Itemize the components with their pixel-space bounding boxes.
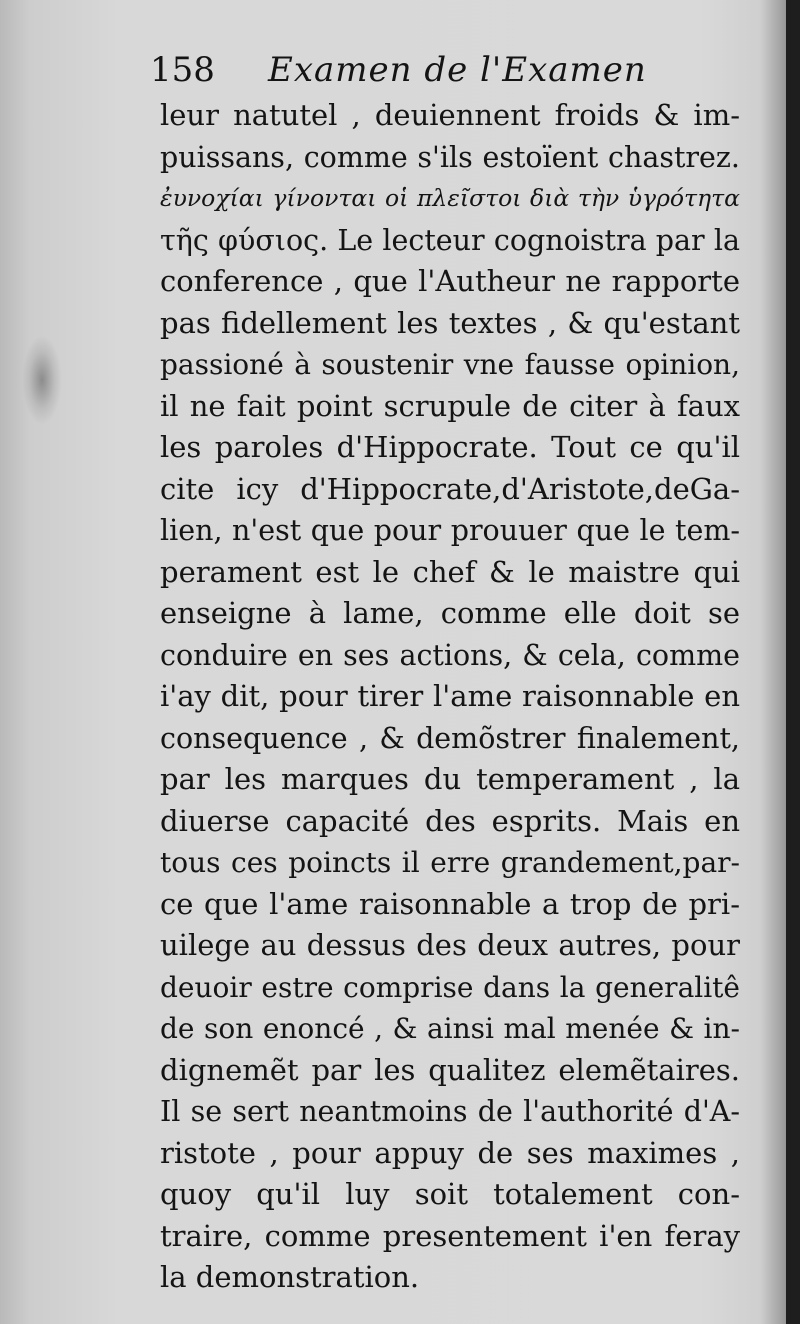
- text-line: de son enoncé , & ainsi mal menée & in-: [160, 1012, 740, 1045]
- text-line: il ne fait point scrupule de citer à faux: [160, 388, 740, 423]
- body-text: [160, 95, 740, 1299]
- text-line: pas fidellement les textes , & qu'estant: [160, 305, 740, 340]
- text-line: leur natutel , deuiennent froids & im-: [160, 98, 740, 132]
- text-line: passioné à soustenir vne fausse opinion,: [160, 348, 740, 381]
- page-number: 158: [150, 50, 215, 90]
- text-line: cite icy d'Hippocrate,d'Aristote,deGa-: [160, 471, 740, 506]
- text-line: conference , que l'Autheur ne rapporte: [160, 264, 740, 298]
- text-line: par les marques du temperament , la: [160, 762, 740, 796]
- text-line: quoy qu'il luy soit totalement con-: [160, 1177, 740, 1211]
- text-line: puissans, comme s'ils estoïent chastrez.: [160, 140, 740, 174]
- page-edge-shadow: [786, 0, 800, 1324]
- text-line: lien, n'est que pour prouuer que le tem-: [160, 514, 740, 547]
- text-line: ristote , pour appuy de ses maximes ,: [160, 1135, 740, 1170]
- text-line: deuoir estre comprise dans la generalitê: [160, 970, 740, 1004]
- ink-blot: [22, 335, 62, 425]
- text-line: enseigne à lame, comme elle doit se: [160, 596, 740, 630]
- text-line: dignemẽt par les qualitez elemẽtaires.: [160, 1052, 740, 1087]
- text-line: τῆς φύσιος. Le lecteur cognoistra par la: [160, 223, 740, 257]
- text-line: les paroles d'Hippocrate. Tout ce qu'il: [160, 430, 740, 464]
- text-line: uilege au dessus des deux autres, pour: [160, 928, 740, 962]
- text-line-greek: ἐυνοχίαι γίνονται οἱ πλεῖστοι διὰ τὴν ὑγρότητα: [160, 184, 740, 212]
- page-header: [150, 48, 710, 98]
- text-line: perament est le chef & le maistre qui: [160, 554, 740, 589]
- text-line: diuerse capacité des esprits. Mais en: [160, 803, 740, 838]
- text-line: ce que l'ame raisonnable a trop de pri-: [160, 886, 740, 921]
- text-line: conduire en ses actions, & cela, comme: [160, 638, 740, 672]
- text-line: traire, comme presentement i'en feray: [160, 1218, 740, 1253]
- text-line-last: la demonstration.: [160, 1260, 420, 1294]
- running-title: Examen de l'Examen: [268, 50, 647, 90]
- text-line: consequence , & demõstrer finalement,: [160, 721, 740, 755]
- text-line: Il se sert neantmoins de l'authorité d'A-: [160, 1095, 740, 1128]
- text-line: i'ay dit, pour tirer l'ame raisonnable en: [160, 679, 740, 713]
- text-line: tous ces poincts il erre grandement,par-: [160, 846, 740, 879]
